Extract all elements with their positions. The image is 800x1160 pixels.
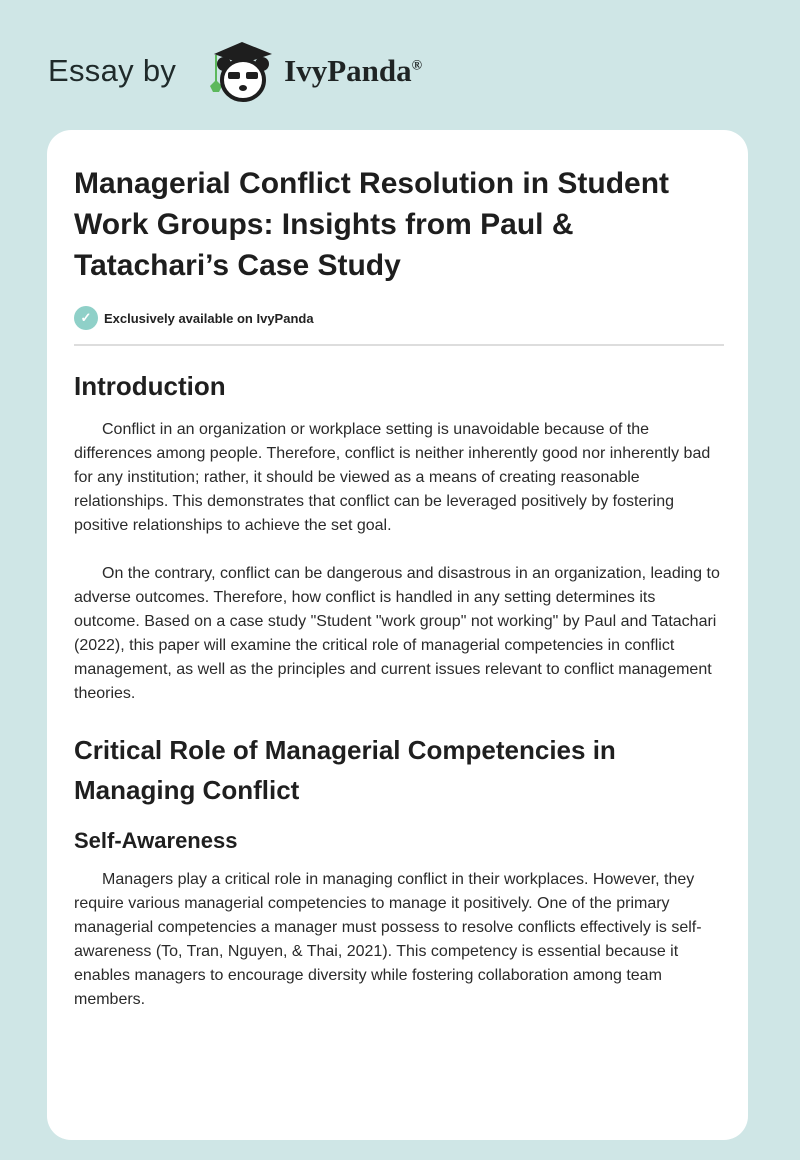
subsection-heading: Self-Awareness [74, 828, 238, 853]
brand-name: IvyPanda® [284, 53, 423, 88]
page-title: Managerial Conflict Resolution in Student Work Groups: Insights from Paul & Tatachari’s Case Study [74, 167, 670, 282]
ivypanda-logo-icon[interactable] [194, 36, 284, 106]
essay-by-label: Essay by [48, 53, 177, 88]
section-heading: Critical Role of Managerial Competencies in Managing Conflict [74, 735, 616, 805]
paragraph: Conflict in an organization or workplace setting is unavoidable because of the differences among people. Therefore, conflict is neither inherently good nor inherently bad for any institution; rather, it should be viewed as a means of creating reasonable relationships. This demonstrates that conflict can be leveraged positively by fostering positive relationships to achieve the set goal. [74, 421, 711, 534]
essay-card [47, 130, 748, 1140]
paragraph: On the contrary, conflict can be dangerous and disastrous in an organization, leading to adverse outcomes. Therefore, how conflict is handled in any setting determines its outcome. Based on a case study "Student "work group" not working" by Paul and Tatachari (2022), this paper will examine the critical role of managerial competencies in conflict management, as well as the principles and current issues relevant to conflict management theories. [74, 565, 720, 702]
paragraph: Managers play a critical role in managing conflict in their workplaces. However, they require various managerial competencies to manage it positively. One of the primary managerial competencies a manager must possess to resolve conflicts effectively is self-awareness (To, Tran, Nguyen, & Thai, 2021). This competency is essential because it enables managers to encourage diversity while fostering collaboration among team members. [74, 871, 702, 1008]
site-header [48, 36, 422, 106]
badge-label: Exclusively available on IvyPanda [104, 310, 314, 326]
divider [74, 344, 724, 346]
exclusive-badge [74, 306, 724, 330]
section-heading: Introduction [74, 371, 226, 401]
check-icon: ✓ [74, 306, 98, 330]
